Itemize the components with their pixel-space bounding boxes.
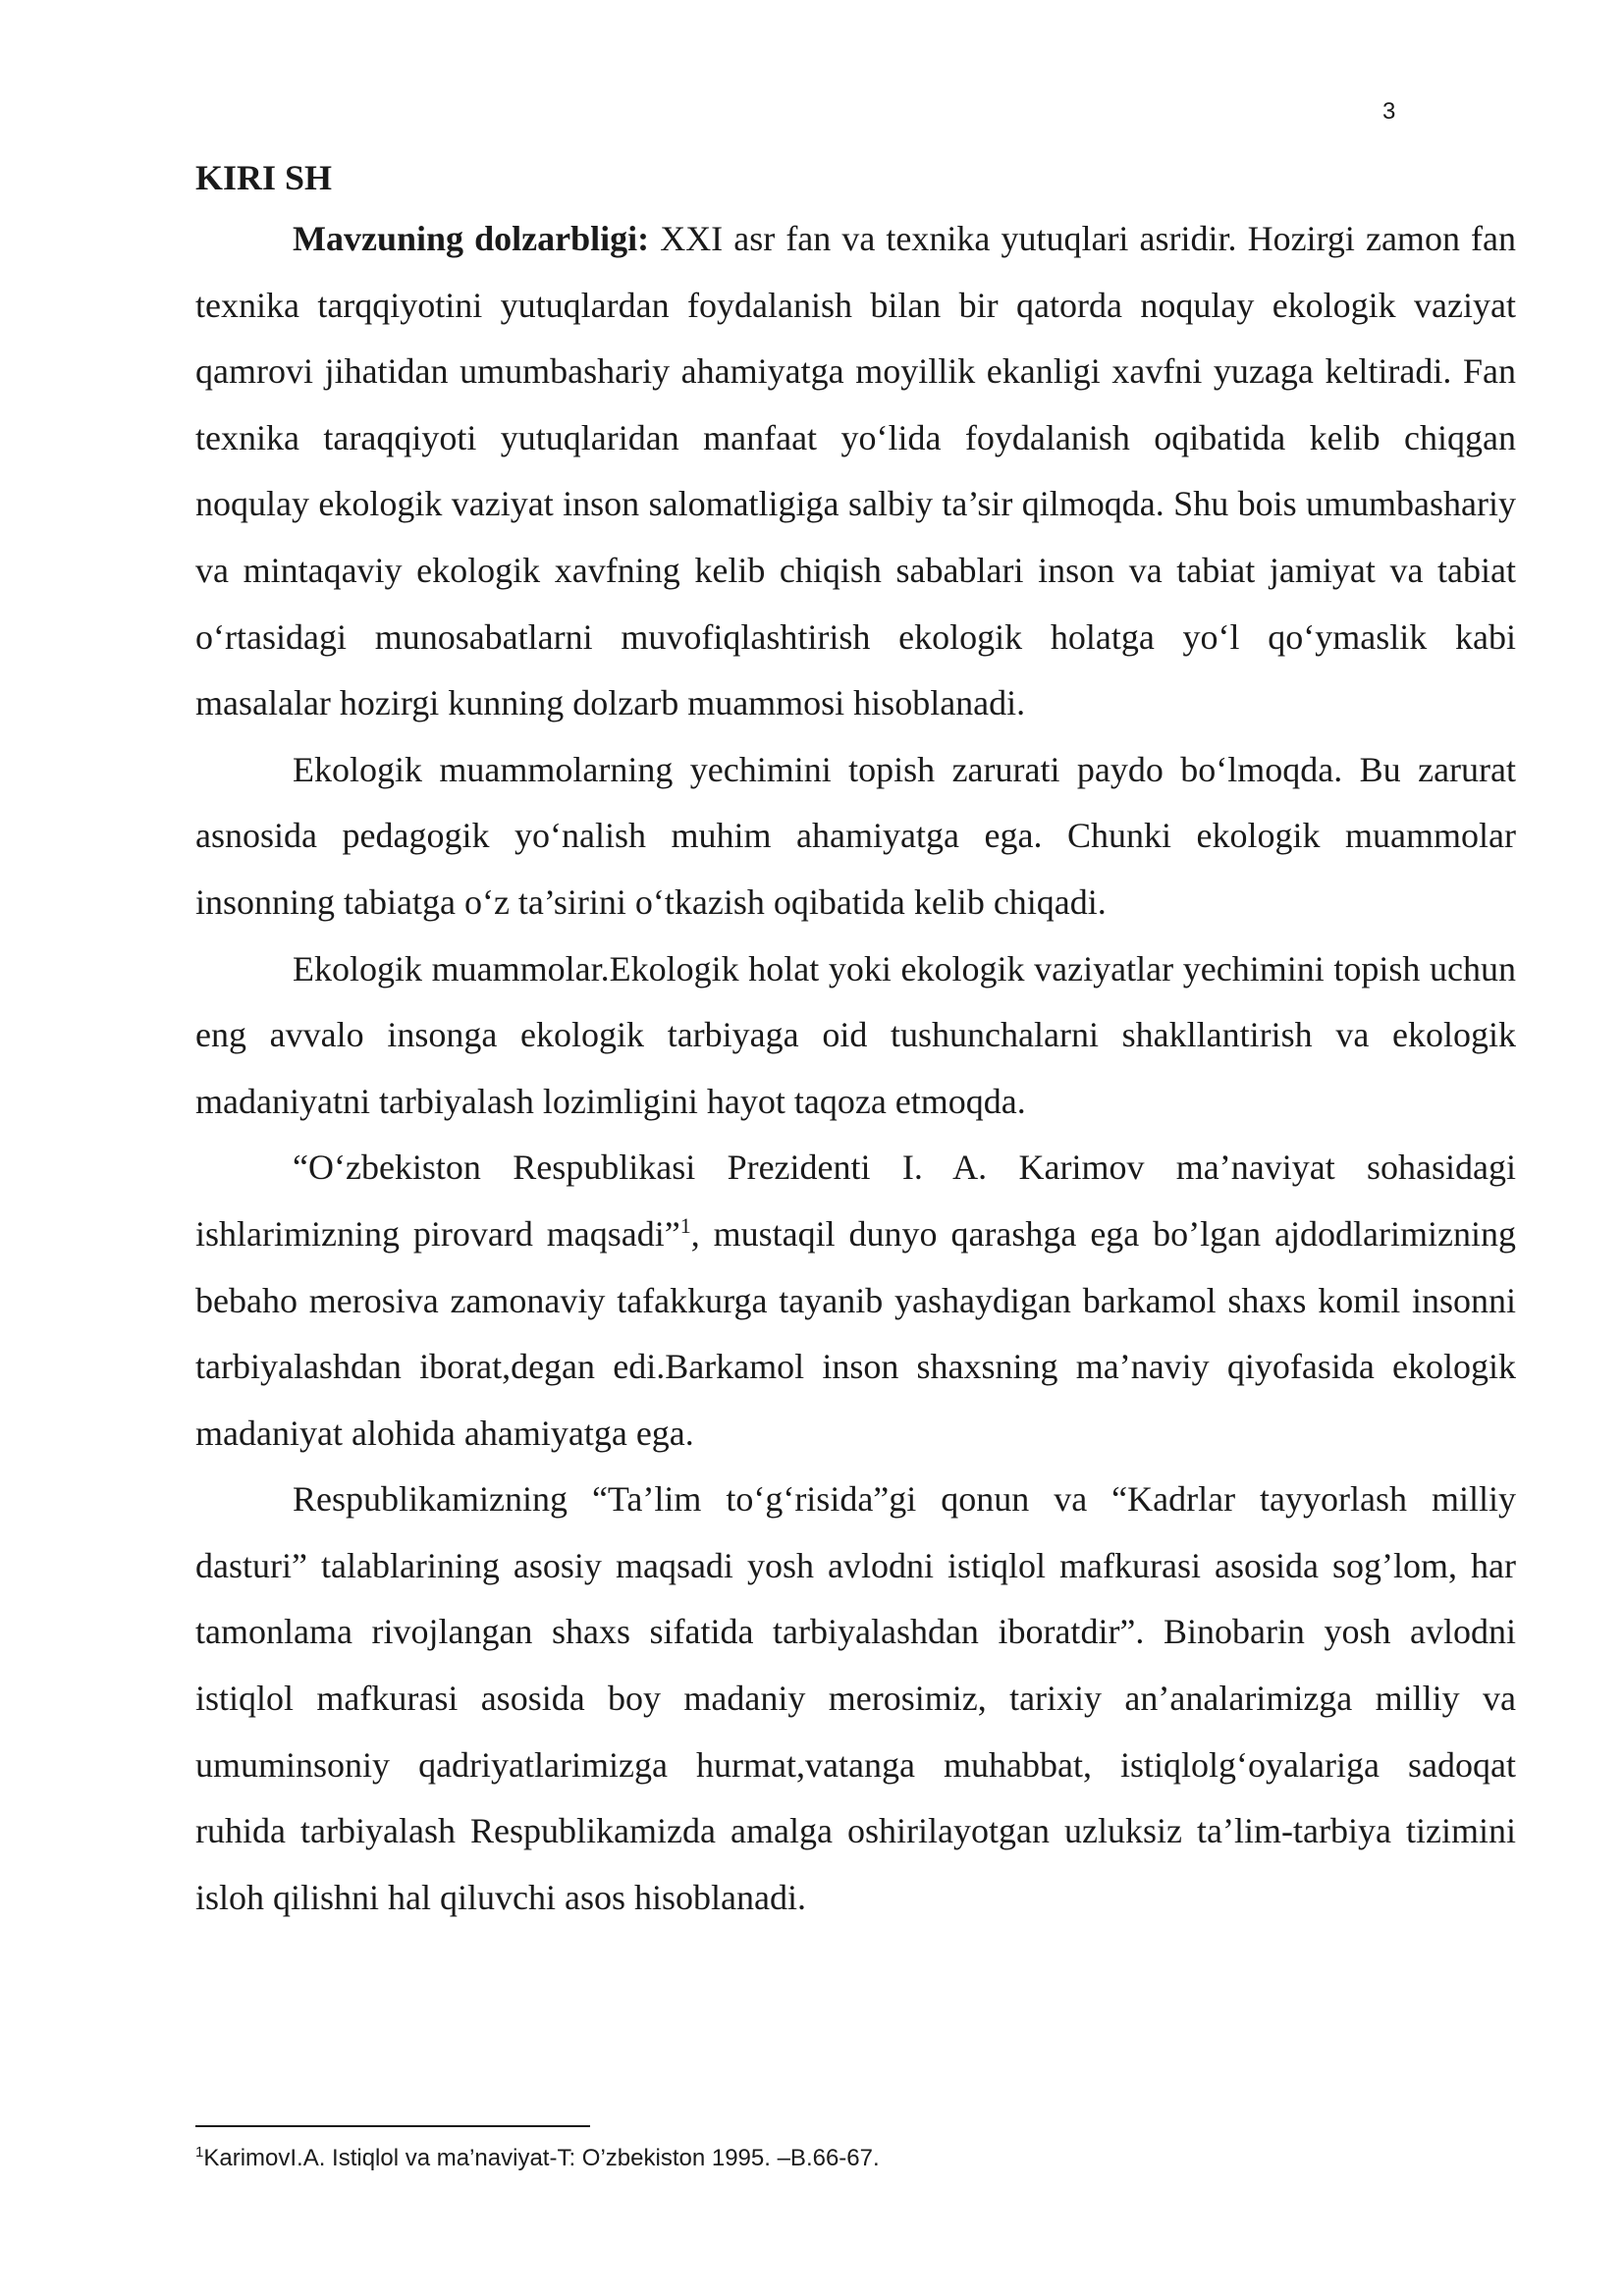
footnote-reference[interactable]: 1 — [679, 1212, 691, 1238]
paragraph-education-law: Respublikamizning “Ta’lim to‘g‘risida”gi qonun va “Kadrlar tayyorlash milliy dasturi” talablarining asosiy maqsadi yosh avlodni istiqlol mafkurasi asosida sog’lom, har tamonlama rivojlangan shaxs sifatida tarbiyalashdan iboratdir”. Binobarin yosh avlodni istiqlol mafkurasi asosida boy madaniy merosimiz, tarixiy an’analarimizga milliy va umuminsoniy qadriyatlarimizga hurmat,vatanga muhabbat, istiqlolg‘oyalariga sadoqat ruhida tarbiyalash Respublikamizda amalga oshirilayotgan uzluksiz ta’lim-tarbiya tizimini isloh qilishni hal qiluvchi asos hisoblanadi. — [195, 1479, 1516, 1917]
paragraph-text: , mustaqil dunyo qarashga ega bo’lgan ajdodlarimizning bebaho merosiva zamonaviy tafakkurga tayanib yashaydigan barkamol shaxs komil insonni tarbiyalashdan iborat,degan edi.Barkamol inson shaxsning ma’naviy qiyofasida ekologik madaniyat alohida ahamiyatga ega. — [195, 1213, 1517, 1453]
paragraph-relevance — [195, 206, 1516, 737]
footnote — [195, 2145, 880, 2172]
page-number: 3 — [1382, 98, 1396, 125]
paragraph-text: “O‘zbekiston Respublikasi Prezidenti I. A. Karimov ma’naviyat sohasidagi ishlarimizning pirovard maqsadi” — [195, 1148, 1516, 1254]
document-body — [195, 149, 1516, 1931]
footnote-marker: 1 — [195, 2144, 204, 2161]
footnote-text: KarimovI.A. Istiqlol va ma’naviyat-T: O’zbekiston 1995. –B.66-67. — [203, 2145, 880, 2171]
paragraph-ecological-problems: Ekologik muammolarning yechimini topish zarurati paydo bo‘lmoqda. Bu zarurat asnosida pedagogik yo‘nalish muhim ahamiyatga ega. Chunki ekologik muammolar insonning tabiatga o‘z ta’sirini o‘tkazish oqibatida kelib chiqadi. — [195, 749, 1516, 922]
paragraph-text: XXI asr fan va texnika yutuqlari asridir. Hozirgi zamon fan texnika tarqqiyotini yutuqlardan foydalanish bilan bir qatorda noqulay ekologik vaziyat qamrovi jihatidan umumbashariy ahamiyatga moyillik ekanligi xavfni yuzaga keltiradi. Fan texnika taraqqiyoti yutuqlaridan manfaat yo‘lida foydalanish oqibatida kelib chiqgan noqulay ekologik vaziyat inson salomatligiga salbiy ta’sir qilmoqda. Shu bois umumbashariy va mintaqaviy ekologik xavfning kelib chiqish sabablari inson va tabiat jamiyat va tabiat o‘rtasidagi munosabatlarni muvofiqlashtirish ekologik holatga yo‘l qo‘ymaslik kabi masalalar hozirgi kunning dolzarb muammosi hisoblanadi. — [195, 219, 1516, 723]
paragraph-lead: Mavzuning dolzarbligi: — [293, 219, 650, 258]
paragraph-ecological-education: Ekologik muammolar.Ekologik holat yoki ekologik vaziyatlar yechimini topish uchun eng avvalo insonga ekologik tarbiyaga oid tushunchalarni shakllantirish va ekologik madaniyatni tarbiyalash lozimligini hayot taqoza etmoqda. — [195, 948, 1516, 1121]
section-heading: KIRI SH — [195, 158, 333, 197]
paragraph-president-quote — [195, 1135, 1516, 1467]
footnote-divider — [195, 2125, 590, 2127]
